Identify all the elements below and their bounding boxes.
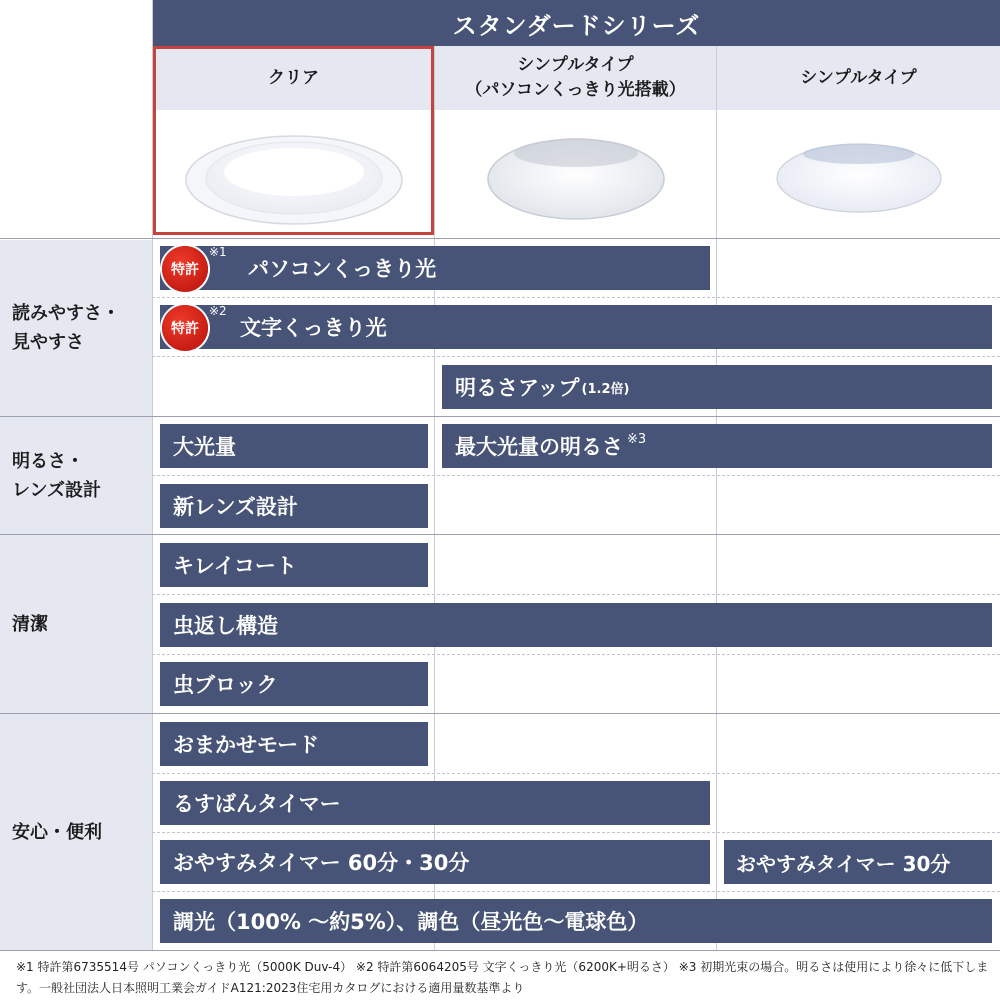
category-label: 読みやすさ・ 見やすさ bbox=[12, 303, 120, 353]
row-divider bbox=[152, 832, 1000, 833]
footnote: ※1 特許第6735514号 パソコンくっきり光（5000K Duv-4） ※2 特許第6064205号 文字くっきり光（6200K+明るさ） ※3 初期光束の場合。明るさは使用により徐々に低下します。一般社団法人日本照明工業会ガイドA121:2023住宅用カタログにおける適用量数基準より bbox=[16, 960, 989, 995]
feature-kirei-coat bbox=[160, 543, 428, 587]
footnote-mark: ※3 bbox=[627, 431, 647, 447]
badge-label: 特許 bbox=[171, 321, 199, 337]
column-header-simple[interactable] bbox=[717, 46, 1000, 110]
row-divider bbox=[152, 297, 1000, 298]
section-divider bbox=[0, 238, 1000, 239]
feature-label: 大光量 bbox=[173, 435, 236, 459]
feature-max-brightness bbox=[442, 424, 992, 468]
section-divider bbox=[0, 713, 1000, 714]
category-safety bbox=[0, 714, 152, 950]
badge-label: 特許 bbox=[171, 262, 199, 278]
selected-column-frame bbox=[153, 46, 434, 235]
row-divider bbox=[152, 654, 1000, 655]
feature-label: おまかせモード bbox=[173, 733, 320, 757]
feature-label: 最大光量の明るさ bbox=[455, 435, 623, 459]
feature-omakase-mode bbox=[160, 722, 428, 766]
footnote-mark: ※2 bbox=[209, 304, 227, 318]
column-label: シンプルタイプ bbox=[800, 67, 917, 88]
feature-bug-return bbox=[160, 603, 992, 647]
feature-label: 明るさアップ bbox=[455, 376, 580, 400]
feature-label: 新レンズ設計 bbox=[173, 495, 298, 519]
feature-rusuban-timer bbox=[160, 781, 710, 825]
ceiling-light-simple-icon bbox=[769, 128, 949, 218]
feature-label: パソコンくっきり光 bbox=[248, 257, 437, 281]
series-header: スタンダードシリーズ bbox=[153, 0, 1000, 46]
category-readability bbox=[0, 240, 152, 416]
product-image-simple-pc[interactable] bbox=[435, 110, 716, 235]
section-divider bbox=[0, 534, 1000, 535]
column-header-simple-pc[interactable] bbox=[435, 46, 716, 110]
feature-pc-light bbox=[160, 246, 710, 290]
category-label: 安心・便利 bbox=[12, 821, 102, 843]
feature-label: キレイコート bbox=[173, 554, 297, 578]
feature-dimming bbox=[160, 899, 992, 943]
feature-label: おやすみタイマー 60分・30分 bbox=[173, 851, 470, 875]
section-divider bbox=[0, 950, 1000, 951]
patent-badge bbox=[162, 246, 208, 292]
footnote-mark: ※1 bbox=[209, 245, 227, 259]
category-label: 清潔 bbox=[12, 613, 48, 635]
feature-label: 虫返し構造 bbox=[173, 614, 278, 638]
feature-detail: (1.2倍) bbox=[581, 381, 630, 397]
feature-bug-block bbox=[160, 662, 428, 706]
column-divider bbox=[716, 46, 717, 950]
feature-label: るすばんタイマー bbox=[173, 792, 341, 816]
row-divider bbox=[152, 475, 1000, 476]
feature-label: 文字くっきり光 bbox=[240, 316, 387, 340]
ceiling-light-simple-pc-icon bbox=[481, 123, 671, 223]
column-label: クリア bbox=[268, 67, 319, 88]
feature-large-light bbox=[160, 424, 428, 468]
feature-brightness-up bbox=[442, 365, 992, 409]
feature-label: おやすみタイマー 30分 bbox=[736, 851, 951, 876]
patent-badge bbox=[162, 305, 208, 351]
category-cleanliness bbox=[0, 535, 152, 713]
column-label: シンプルタイプ （パソコンくっきり光搭載） bbox=[465, 55, 686, 100]
row-divider bbox=[152, 891, 1000, 892]
feature-label: 調光（100% ～約5%）、調色（昼光色～電球色） bbox=[173, 910, 649, 934]
row-divider bbox=[152, 356, 1000, 357]
product-image-simple[interactable] bbox=[717, 110, 1000, 235]
feature-oyasumi-timer-30 bbox=[724, 840, 992, 884]
category-label: 明るさ・ レンズ設計 bbox=[12, 450, 102, 501]
row-divider bbox=[152, 773, 1000, 774]
section-divider bbox=[0, 416, 1000, 417]
feature-new-lens bbox=[160, 484, 428, 528]
category-brightness bbox=[0, 417, 152, 534]
feature-label: 虫ブロック bbox=[173, 673, 278, 697]
feature-oyasumi-timer-6030 bbox=[160, 840, 710, 884]
row-divider bbox=[152, 594, 1000, 595]
feature-text-light bbox=[160, 305, 992, 349]
